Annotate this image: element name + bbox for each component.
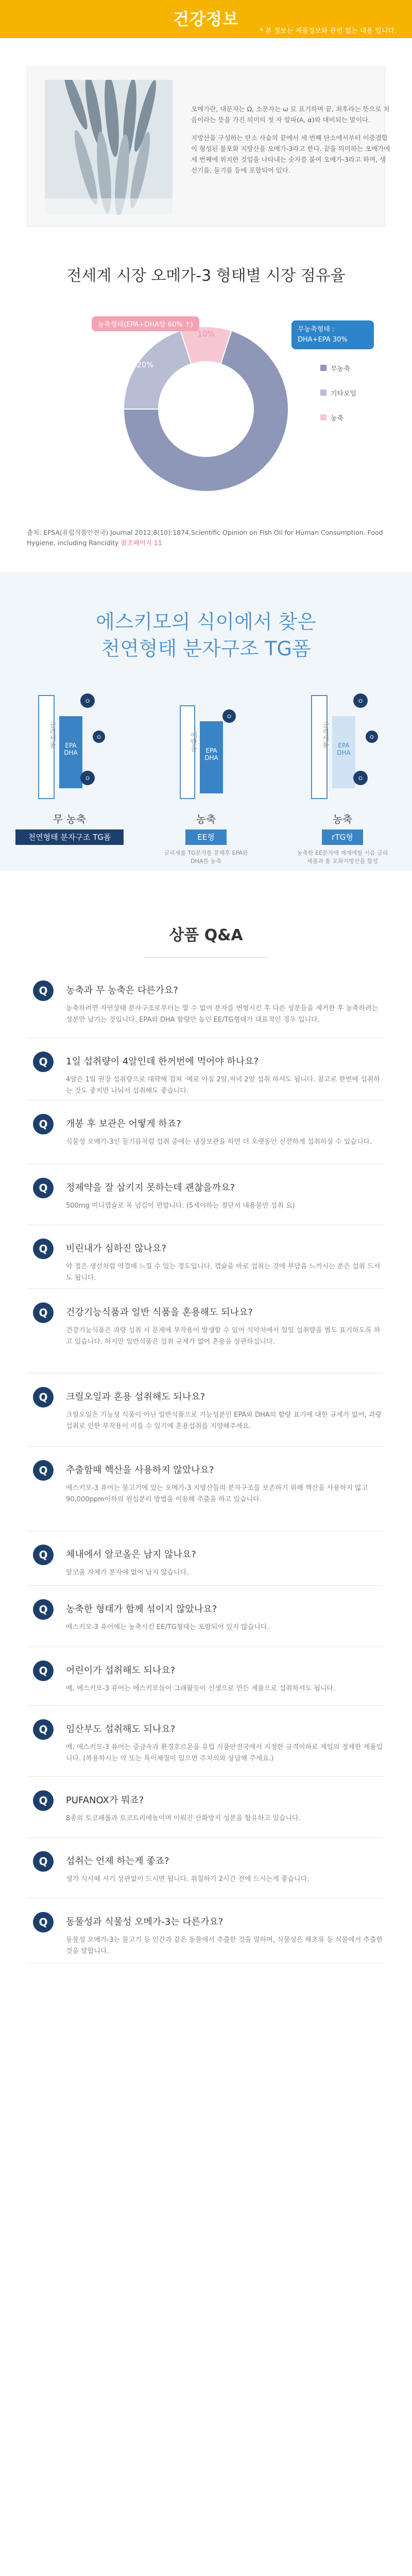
- qa-question: 1일 섭취량이 4알인데 한꺼번에 먹어야 하나요?: [66, 1056, 259, 1067]
- qa-item[interactable]: [29, 1719, 383, 1777]
- eskimo-title-line-1: 에스키모의 식이에서 찾은: [96, 611, 316, 633]
- svg-text:O: O: [227, 714, 231, 720]
- qa-item[interactable]: [29, 1178, 383, 1225]
- form-label: 무 농축: [53, 813, 87, 825]
- form-badge: rTG형: [322, 829, 363, 845]
- qa-answer: 500mg 미니캡슐로 목 넘김이 편합니다. (5세이하는 절단서 내용물만 섭취 요): [66, 1202, 295, 1210]
- qa-item[interactable]: [29, 1660, 383, 1706]
- qa-question: 건강기능식품과 일반 식품을 혼용해도 되나요?: [66, 1307, 253, 1318]
- question-badge-icon: Q: [33, 1719, 54, 1740]
- source-reference: 참조페이지 11: [121, 539, 162, 547]
- qa-answer: 식물성 오메가-3인 들기름처럼 섭취 중에는 냉장보관을 하면 더 오랫동안 신선하게 섭취하실 수 있습니다.: [66, 1138, 372, 1146]
- question-badge-icon: Q: [33, 1302, 54, 1323]
- molecule-form-1: [10, 680, 129, 845]
- legend-swatch: [320, 414, 327, 420]
- qa-answer: 생가 식사때 시기 상관없이 드시면 됩니다. 취침하기 2시간 전에 드시는게 좋습니다.: [66, 1875, 310, 1883]
- question-badge-icon: Q: [33, 1660, 54, 1681]
- qa-question: 체내에서 알코올은 남지 않나요?: [66, 1549, 196, 1560]
- qa-answer: 에스키모-3 퓨어는 물고기에 있는 오메가-3 지방산들의 분자구조를 보존하기 위해 핵산을 사용하지 않고 90,000ppm이하의 원심분리 방법을 이용해 추출을 하고 있습니다.: [66, 1484, 368, 1503]
- legend-swatch: [320, 389, 327, 396]
- qa-answer: 알코올 자체가 분자에 없어 남지 않습니다.: [66, 1569, 189, 1577]
- market-share-chart: [0, 285, 412, 528]
- molecule-inner-label: EPA DHA: [64, 742, 78, 756]
- legend-label: 무농축: [331, 365, 350, 373]
- molecule-form-3: [283, 680, 402, 865]
- legend-label: 기타오일: [331, 389, 357, 398]
- qa-answer: 예, 에스키모-3 퓨어는 중금속과 환경호르몬을 유럽 식품안전국에서 지정한 규격이하로 제일의 정제한 제품입니다. (복용하시는 약 또는 특이체질이 있으면 주치의와 상담해 주세요.): [66, 1743, 383, 1762]
- qa-item[interactable]: [29, 980, 383, 1038]
- qa-answer: 예, 에스키모-3 퓨어는 에스키모들이 그래왔듯이 신생으로 만든 제품으로 섭취하셔도 됩니다.: [66, 1685, 336, 1692]
- svg-text:O: O: [97, 735, 101, 740]
- disclaimer-note: * 본 정보는 제품정보와 관련 없는 내용 입니다.: [260, 27, 397, 35]
- qa-question: 개봉 후 보관은 어떻게 하죠?: [66, 1118, 181, 1129]
- question-badge-icon: Q: [33, 1790, 54, 1811]
- eskimo-title-line-2: 천연형태 분자구조 TG폼: [101, 637, 311, 660]
- pie-slice-label: 70%: [257, 483, 274, 493]
- qa-question: 비린내가 심하진 않나요?: [66, 1243, 166, 1254]
- legend-item: [320, 412, 356, 422]
- health-info-header: [0, 0, 412, 38]
- question-badge-icon: Q: [33, 1178, 54, 1198]
- svg-text:O: O: [85, 699, 90, 704]
- molecule-inner-label: EPA DHA: [337, 742, 351, 756]
- qa-question: 섭취는 언제 하는게 좋죠?: [66, 1856, 169, 1867]
- svg-text:O: O: [358, 776, 363, 782]
- molecule-form-2: [147, 680, 265, 865]
- molecule-band-label: 에탄올: [189, 732, 197, 752]
- chart-legend: [320, 363, 356, 437]
- qa-item[interactable]: [29, 1599, 383, 1647]
- pie-slice-label: 20%: [136, 360, 154, 370]
- qa-answer: 4알은 1일 권장 섭취량으로 대략해 걸쳐 ·예로 아침 2알,저녁 2알 섭취 하셔도 됩니다. 참고로 한번에 섭취하는 것도 좋지만 나눠서 섭취해도 좋습니다.: [66, 1076, 380, 1095]
- question-badge-icon: Q: [33, 1599, 54, 1620]
- question-badge-icon: Q: [33, 1239, 54, 1259]
- molecule-inner-label: EPA DHA: [204, 747, 218, 761]
- question-badge-icon: Q: [33, 1912, 54, 1933]
- question-badge-icon: Q: [33, 1460, 54, 1481]
- qa-answer: 에스키모-3 퓨어에는 농축시킨 EE/TG형태는 포함되어 있지 않습니다.: [66, 1623, 269, 1631]
- molecule-diagram: [147, 680, 265, 809]
- qa-answer: 약 접은 생선처럼 역결때 느낄 수 있는 정도입니다. 캡슐을 바로 섭취는 것에 부담을 느끼시는 분은 섭취 드셔도 됩니다.: [66, 1263, 381, 1282]
- qa-answer: 8종의 토코페롤과 토코트리에놀이며 이뤄진 산화방지 성분을 함유하고 있습니다.: [66, 1815, 301, 1822]
- chart-title: 전세계 시장 오메가-3 형태별 시장 점유율: [66, 267, 346, 285]
- fish-image: [45, 80, 173, 215]
- pie-slice-label: 10%: [197, 329, 215, 338]
- molecule-band-label: 글리세롤: [48, 721, 56, 748]
- info-paragraph-2: 지방산을 구성하는 탄소 사슬의 끝에서 세 번째 탄소에서부터 이중결합이 형성된 불포화 지방산을 오메가-3라고 한다. 끝을 의미하는 오메가에 세 번째에 위치한 것임을 나타내는 숫자를 붙여 오메가-3라고 하며, 생선기름, 들기름 등에 포함되어 있다.: [191, 134, 390, 174]
- question-badge-icon: Q: [33, 980, 54, 1001]
- qa-title: 상품 Q&A: [169, 926, 243, 944]
- qa-item[interactable]: [29, 1912, 383, 1963]
- qa-question: 농축한 형태가 함께 섞이지 않았나요?: [66, 1604, 217, 1615]
- chart-callout-unconcentrated: [291, 320, 374, 349]
- qa-item[interactable]: [29, 1851, 383, 1899]
- svg-text:O: O: [85, 776, 90, 782]
- info-paragraph-1: 오메가란, 대문자는 Ω, 소문자는 ω 로 표기하며 끝, 최후라는 뜻으로 처음이라는 뜻을 가진 의미의 첫 자 알파(A, α)와 대비되는 말이다.: [191, 105, 390, 124]
- qa-question: 크릴오일과 혼용 섭취해도 되나요?: [66, 1392, 205, 1402]
- question-badge-icon: Q: [33, 1052, 54, 1072]
- qa-question: 추출함때 핵산을 사용하지 않았나요?: [66, 1465, 214, 1476]
- question-badge-icon: Q: [33, 1387, 54, 1408]
- qa-title-divider: [144, 957, 268, 958]
- chart-source: [27, 528, 385, 548]
- legend-item: [320, 387, 356, 398]
- form-label: 농축: [196, 813, 216, 825]
- qa-question: 농축과 무 농축은 다른가요?: [66, 985, 178, 996]
- question-badge-icon: Q: [33, 1851, 54, 1872]
- qa-item[interactable]: [29, 1114, 383, 1164]
- pie-slice: [124, 331, 192, 409]
- molecule-band-label: 글리세롤: [321, 721, 329, 748]
- omega-info-box: [27, 67, 390, 227]
- svg-text:O: O: [370, 735, 374, 740]
- qa-item[interactable]: [29, 1387, 383, 1447]
- qa-answer: 농축하려면 자연상태 분자구조로부터는 할 수 없어 분자를 변형시킨 후 다른 성분들을 제거한 후 농축하려는 성분만 남기는 것입니다. EPA와 DHA 함량만 높인 EE/TG형태가 대표적인 경우 입니다.: [66, 1005, 379, 1024]
- omega-info-text: [191, 104, 392, 176]
- legend-label: 농축: [331, 414, 344, 422]
- form-badge: 천연형태 분자구조 TG폼: [15, 829, 124, 845]
- chart-callout-concentrated: 농축형태(EPA+DHA합 60% ↑): [92, 316, 199, 331]
- qa-item[interactable]: [29, 1052, 383, 1100]
- svg-text:O: O: [358, 699, 363, 704]
- question-badge-icon: Q: [33, 1545, 54, 1565]
- form-label: 농축: [332, 813, 353, 825]
- form-badge: EE형: [185, 829, 227, 845]
- source-text: 출처: EFSA(유럽식품안전국) Journal 2012;8(10):1874,Scientific Opinion on Fish Oil for Human Consumption. Food Hygiene, including Rancidity: [27, 529, 383, 547]
- qa-item[interactable]: [29, 1239, 383, 1289]
- eskimo-tg-section: [0, 572, 412, 871]
- callout-line-2: DHA+EPA 30%: [298, 336, 348, 344]
- qa-question: 동물성과 식물성 오메가-3는 다른가요?: [66, 1917, 224, 1927]
- qa-item[interactable]: [29, 1460, 383, 1531]
- form-description: 글리세롤 TG분자를 분해후 EPA와 DHA를 농축: [164, 850, 248, 865]
- qa-item[interactable]: [29, 1790, 383, 1838]
- qa-question: 정제약을 잘 삼키지 못하는데 괜찮을까요?: [66, 1182, 235, 1193]
- qa-item[interactable]: [29, 1545, 383, 1586]
- legend-swatch: [320, 365, 327, 371]
- legend-item: [320, 363, 356, 373]
- qa-answer: 건강기능식품은 과량 섭취 시 문제에 부작용이 발생할 수 있어 식약처에서 일일 섭취량을 별도 표기하도록 하고 있습니다. 하지만 일반식품은 섭취 규제가 없어 혼용을 상관하십니다.: [66, 1327, 381, 1346]
- qa-question: PUFANOX가 뭐죠?: [66, 1795, 144, 1806]
- qa-list: [29, 980, 383, 1963]
- qa-item[interactable]: [29, 1302, 383, 1374]
- qa-answer: 크릴오일은 기능성 식품이 아닌 일반식품으로 기능성분인 EPA와 DHA의 함량 표기에 대한 규제가 없어, 과량섭취로 인한 부작용이 미를 수 있기에 혼용섭취를 지양해주세요.: [66, 1411, 382, 1430]
- qa-question: 어린이가 섭취해도 되나요?: [66, 1665, 176, 1676]
- qa-answer: 동물성 오메가-3는 물고기 등 인간과 같은 동물에서 추출한 것을 말하며, 식물성은 해초류 등 식물에서 추출한 것을 말합니다.: [66, 1936, 383, 1955]
- section-title: 건강정보: [173, 9, 239, 29]
- callout-line-1: 무농축형태 :: [298, 326, 335, 333]
- qa-question: 임산부도 섭취해도 되나요?: [66, 1724, 176, 1735]
- form-description: 농축한 EE분자에 재재에틸 시음 글리세롤과 통 포화지방산을 합성: [297, 850, 388, 865]
- question-badge-icon: Q: [33, 1114, 54, 1134]
